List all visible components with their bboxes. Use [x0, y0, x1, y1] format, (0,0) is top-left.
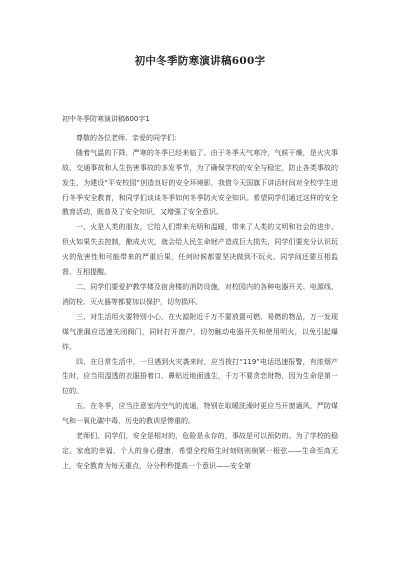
paragraph-1: 一、火是人类的朋友，它给人们带来光明和温暖，带来了人类的文明和社会的进步。但火如果失去控制，酿成火灾，就会给人民生命财产造成巨大损失，同学们要充分认识玩火的危害性和可能带来的严重后果，任何时候都要坚决做到不玩火。同学间还要互相监督、互相提醒。 [62, 223, 338, 277]
paragraph-3: 三、对生活用火要特别小心，在火源附近千万不要放置可燃、易燃的物品，万一发现煤气泄漏应迅速关闭阀门，同时打开窗户，切勿触动电器开关和使用明火，以免引起爆炸。 [62, 312, 338, 351]
paragraph-4: 四、在日常生活中，一旦遇到火灾袭来时，应当拨打“119”电话迅速报警，有浓烟产生时，应当用湿透的衣服捂着口、鼻贴近地面逃生，千万不要贪恋财物，因为生命是第一位的。 [62, 357, 338, 396]
document-title: 初中冬季防寒演讲稿600字 [134, 55, 266, 67]
salutation: 尊敬的各位老师、亲爱的同学们: [76, 133, 177, 142]
document-body [62, 112, 338, 474]
paragraph-5: 五、在冬季，应当注意室内空气的流通，特别在取暖洗澡时更应当开窗通风，严防煤气和一氧化碳中毒，历史的教训是惨重的。 [62, 402, 338, 426]
paragraph-2: 二、同学们要爱护教学楼及宿舍楼的消防设施，对校园内的各种电器开关、电源线、消防栓、灭火器等都要加以保护，切勿损坏。 [62, 282, 338, 306]
paragraph-closing: 老师们、同学们，安全是相对的，危险是永存的，事故是可以预防的。为了学校的稳定、家庭的幸福、个人的身心健康，希望全校师生时刻则则崩紧一根弦——生命至高无上，安全教育为每天重点，分分秒秒提高一个意识——安全第 [62, 432, 338, 470]
paragraph-intro: 随着气温的下降，严寒的冬季已经来临了。由于冬季天气寒冷，气候干燥，是火灾事故、交通事故和人生伤害事故的多发季节，为了确保学校的安全与稳定，防止各类事故的发生，为建设“平安校园”创造良好的安全环境影，我借今天国旗下讲话时间对全校学生进行冬季安全教育，和同学们谈谈冬季如何冬季防火安全知识。希望同学们通过这样的安全教育活动，既普及了安全知识，又增强了安全意识。 [62, 148, 338, 217]
section-subtitle: 初中冬季防寒演讲稿600字1 [62, 115, 150, 123]
